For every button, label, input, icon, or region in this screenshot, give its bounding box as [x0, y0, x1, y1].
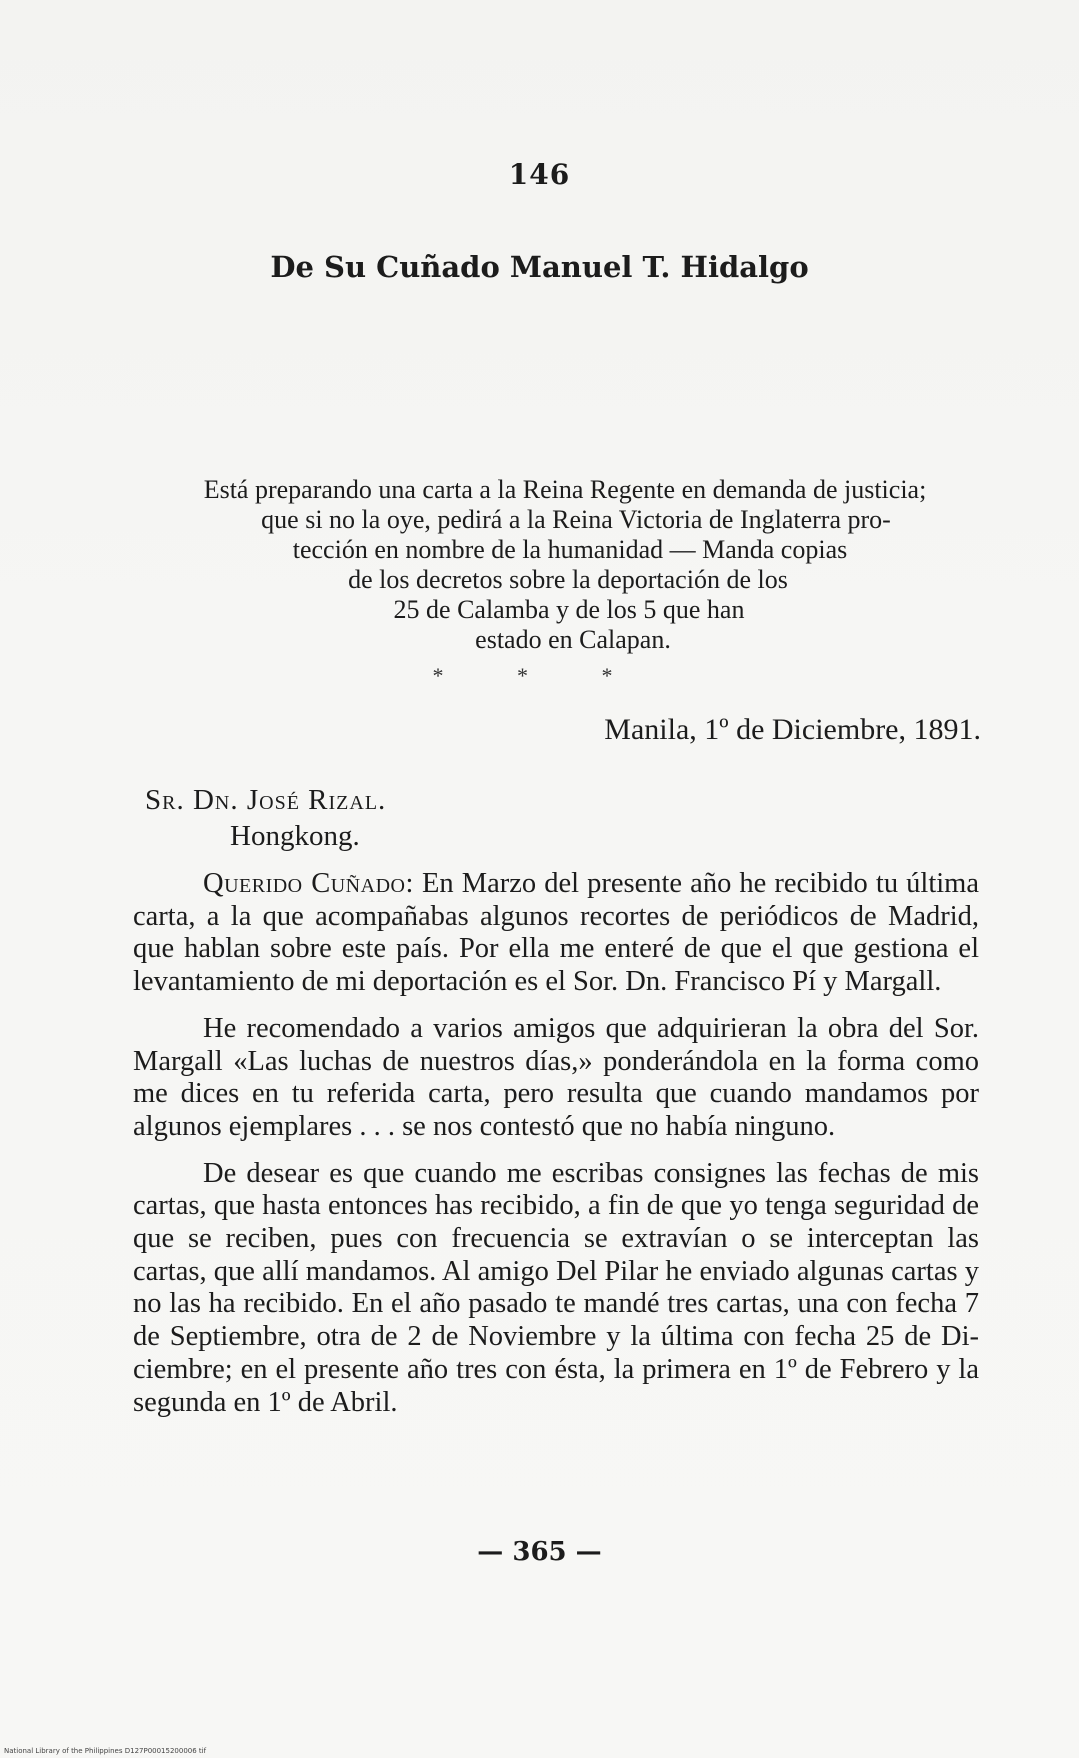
summary-line: tección en nombre de la humanidad — Manda copias — [292, 535, 848, 564]
paragraph-text: He recomendado a varios amigos que adquirieran la obra del Sor. Margall «Las luchas de nuestros días,» ponderándola en la forma como me dices en tu referida carta, pero resulta que cuando mandamos por algunos ejemplares . . . se nos contestó que no había ninguno. — [133, 1012, 979, 1142]
page-number: — 365 — — [477, 1537, 602, 1567]
addressee-place: Hongkong. — [230, 820, 360, 852]
letter-title: De Su Cuñado Manuel T. Hidalgo — [270, 250, 809, 284]
summary-line: 25 de Calamba y de los 5 que han — [393, 595, 745, 624]
body-paragraph — [133, 1158, 979, 1420]
section-separator: * * * — [432, 663, 647, 688]
summary-line: de los decretos sobre la deportación de los — [348, 565, 788, 594]
letter-body — [133, 868, 979, 1433]
summary-line: Está preparando una carta a la Reina Regente en demanda de justicia; — [203, 475, 927, 504]
paragraph-text: En Marzo del presente año he recibido tu última carta, a la que acompañabas algunos recortes de periódicos de Madrid, que hablan sobre este país. Por ella me enteré de que el que gestiona el levantamiento de mi deportación es el Sor. Dn. Francisco Pí y Margall. — [133, 868, 979, 998]
body-paragraph — [133, 868, 979, 999]
body-paragraph — [133, 1013, 979, 1144]
letter-number: 146 — [508, 158, 571, 191]
summary-line: estado en Calapan. — [475, 625, 671, 654]
archive-footer-note: National Library of the Philippines D127P00015200006 tif — [4, 1747, 207, 1755]
paragraph-text: De desear es que cuando me escribas consignes las fechas de mis cartas, que hasta entonces has recibido, a fin de que yo tenga seguridad de que se reciben, pues con frecuencia se extravían o se interceptan las cartas, que allí mandamos. Al amigo Del Pilar he enviado algunas cartas y no las ha recibido. En el año pasado te mandé tres cartas, una con fecha 7 de Septiembre, otra de 2 de Noviembre y la última con fecha 25 de Diciembre; en el presente año tres con ésta, la primera en 1º de Febrero y la segunda en 1º de Abril. — [133, 1157, 979, 1418]
addressee-name: Sr. Dn. José Rizal. — [145, 784, 387, 816]
salutation: Querido Cuñado: — [203, 868, 414, 899]
letter-summary — [150, 475, 980, 655]
addressee-block — [145, 782, 386, 854]
summary-line: que si no la oye, pedirá a la Reina Victoria de Inglaterra pro- — [261, 505, 891, 534]
dateline: Manila, 1º de Diciembre, 1891. — [604, 713, 981, 746]
